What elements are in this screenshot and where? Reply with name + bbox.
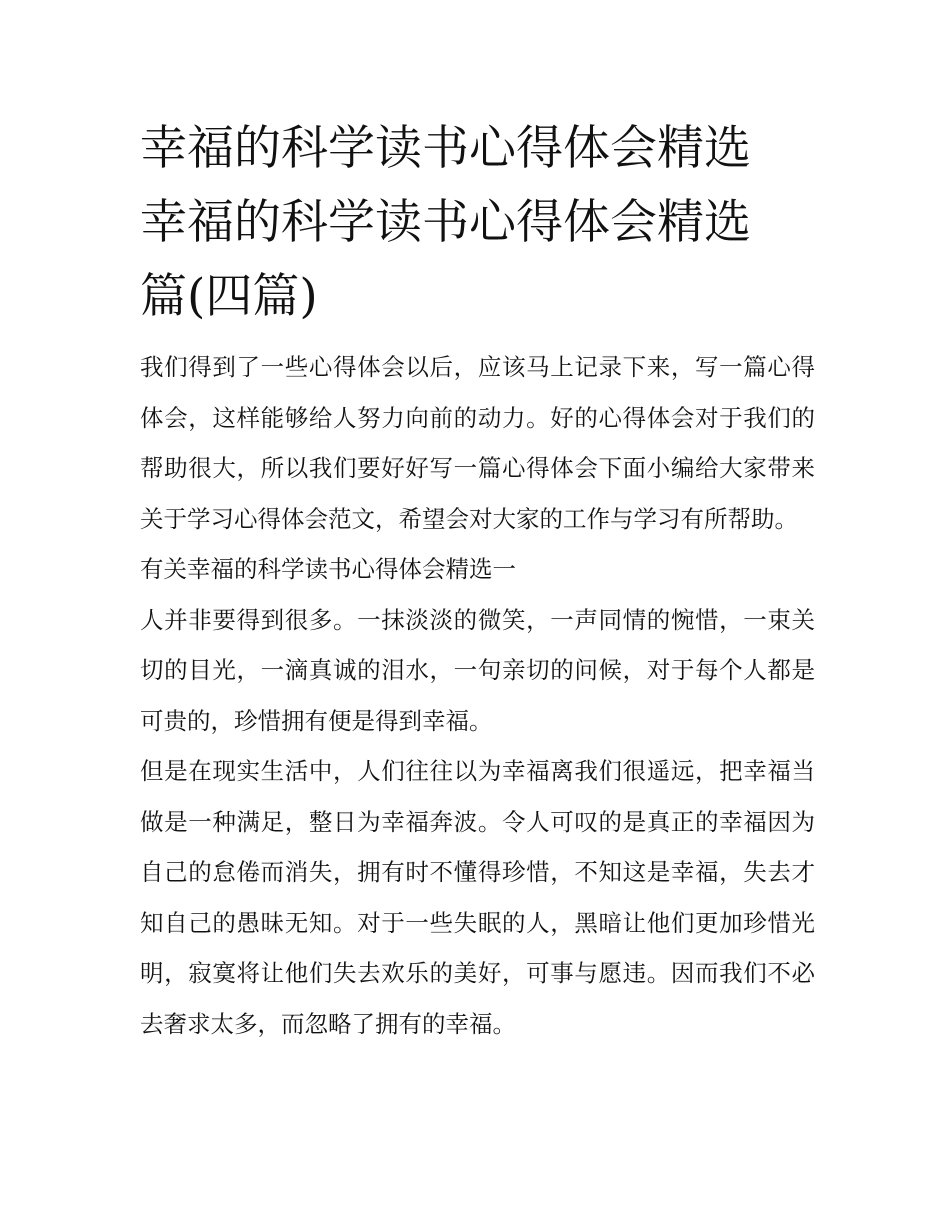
document-title — [140, 112, 815, 334]
section-heading: 有关幸福的科学读书心得体会精选一 — [140, 555, 516, 583]
document-page — [140, 112, 815, 1049]
title-line-2: 幸福的科学读书心得体会精选 — [140, 195, 751, 250]
title-line-1: 幸福的科学读书心得体会精选 — [140, 121, 751, 176]
intro-paragraph: 我们得到了一些心得体会以后，应该马上记录下来，写一篇心得体会，这样能够给人努力向前的动力。好的心得体会对于我们的帮助很大，所以我们要好好写一篇心得体会下面小编给大家带来关于学习心得体会范文，希望会对大家的工作与学习有所帮助。 — [140, 353, 815, 533]
body-paragraph-2: 但是在现实生活中，人们往往以为幸福离我们很遥远，把幸福当做是一种满足，整日为幸福奔波。令人可叹的是真正的幸福因为自己的怠倦而消失，拥有时不懂得珍惜，不知这是幸福，失去才知自己的愚昧无知。对于一些失眠的人，黑暗让他们更加珍惜光明，寂寞将让他们失去欢乐的美好，可事与愿违。因而我们不必去奢求太多，而忽略了拥有的幸福。 — [140, 757, 815, 1038]
title-line-3: 篇(四篇) — [140, 269, 318, 324]
body-paragraph-1: 人并非要得到很多。一抹淡淡的微笑，一声同情的惋惜，一束关切的目光，一滴真诚的泪水，一句亲切的问候，对于每个人都是可贵的，珍惜拥有便是得到幸福。 — [140, 605, 815, 735]
